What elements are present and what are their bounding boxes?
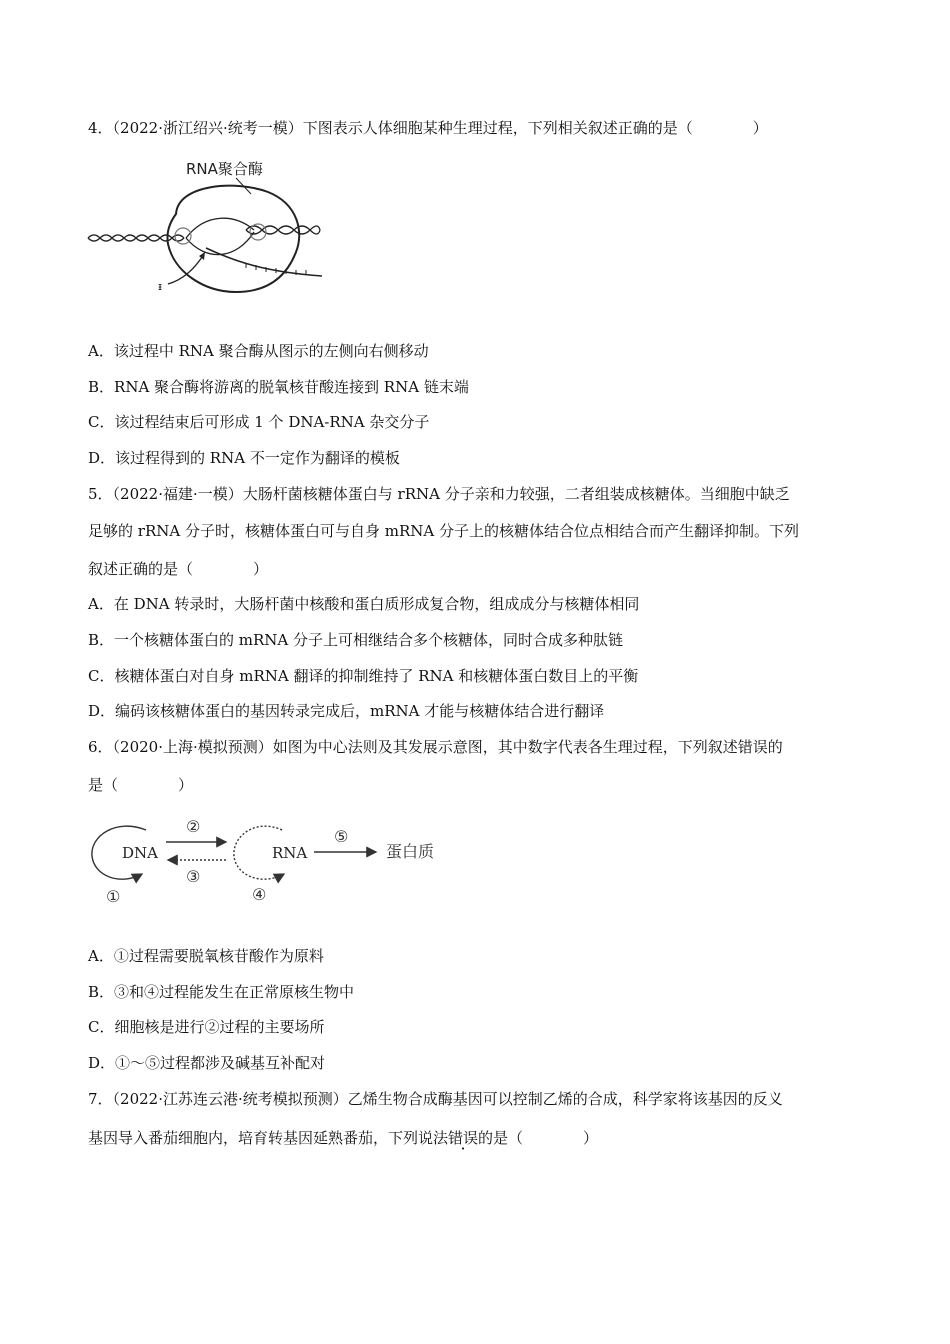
svg-text:ᵻ: ᵻ [158,280,163,293]
q5-option-d[interactable]: D．编码该核糖体蛋白的基因转录完成后，mRNA 才能与核糖体结合进行翻译 [88,702,605,720]
q6-stem-line-2: 是（ ） [88,776,194,794]
q5-stem-line-3: 叙述正确的是（ ） [88,560,269,578]
q6-option-d[interactable]: D．①～⑤过程都涉及碱基互补配对 [88,1054,326,1072]
process-1-label: ① [106,887,121,906]
protein-label: 蛋白质 [386,842,435,861]
q4-transcription-figure [86,152,326,302]
q6-stem-line-1: 6．（2020·上海·模拟预测）如图为中心法则及其发展示意图，其中数字代表各生理过程，下列叙述错误的 [88,738,783,756]
q5-option-b[interactable]: B．一个核糖体蛋白的 mRNA 分子上可相继结合多个核糖体，同时合成多种肽链 [88,631,624,649]
q6-option-c[interactable]: C．细胞核是进行②过程的主要场所 [88,1018,325,1036]
q4-option-d[interactable]: D．该过程得到的 RNA 不一定作为翻译的模板 [88,449,400,467]
q7-stem-tail: 的是（ ） [478,1129,599,1147]
q7-emphasis: 错误 [448,1129,479,1147]
q4-option-c[interactable]: C．该过程结束后可形成 1 个 DNA-RNA 杂交分子 [88,413,430,431]
q7-stem-line-2-text: 基因导入番茄细胞内，培育转基因延熟番茄，下列说法 [88,1129,449,1147]
q6-option-b[interactable]: B．③和④过程能发生在正常原核生物中 [88,983,355,1001]
q5-stem-line-2: 足够的 rRNA 分子时，核糖体蛋白可与自身 mRNA 分子上的核糖体结合位点相结合而产生翻译抑制。下列 [88,522,799,540]
process-3-label: ③ [186,867,201,886]
q6-option-a[interactable]: A．①过程需要脱氧核苷酸作为原料 [88,947,324,965]
rna-label: RNA [272,844,308,862]
q4-option-b[interactable]: B．RNA 聚合酶将游离的脱氧核苷酸连接到 RNA 链末端 [88,378,469,396]
process-4-label: ④ [252,885,267,904]
q6-central-dogma-figure [86,810,456,910]
q4-stem: 4．（2022·浙江绍兴·统考一模）下图表示人体细胞某种生理过程，下列相关叙述正确的是（ ） [88,119,768,137]
q7-stem-line-1: 7．（2022·江苏连云港·统考模拟预测）乙烯生物合成酶基因可以控制乙烯的合成，科学家将该基因的反义 [88,1090,783,1108]
q4-option-a[interactable]: A．该过程中 RNA 聚合酶从图示的左侧向右侧移动 [88,342,429,360]
process-2-label: ② [186,817,201,836]
q5-stem-line-1: 5．（2022·福建·一模）大肠杆菌核糖体蛋白与 rRNA 分子亲和力较强，二者组装成核糖体。当细胞中缺乏 [88,485,790,503]
q5-option-a[interactable]: A．在 DNA 转录时，大肠杆菌中核酸和蛋白质形成复合物，组成成分与核糖体相同 [88,595,640,613]
q5-option-c[interactable]: C．核糖体蛋白对自身 mRNA 翻译的抑制维持了 RNA 和核糖体蛋白数目上的平衡 [88,667,639,685]
process-5-label: ⑤ [334,827,349,846]
rna-polymerase-label: RNA聚合酶 [186,160,263,178]
q7-stem-line-2 [88,1128,598,1148]
dna-label: DNA [122,844,158,862]
